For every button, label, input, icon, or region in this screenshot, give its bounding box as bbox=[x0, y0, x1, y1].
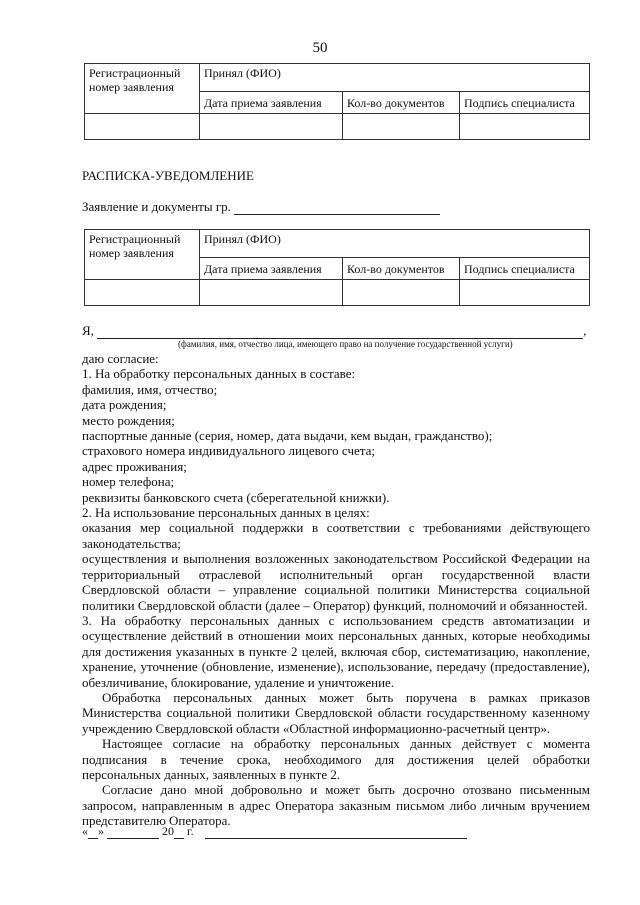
registration-table-bottom bbox=[84, 229, 590, 306]
day-field[interactable] bbox=[88, 826, 98, 839]
consent-line: даю согласие: bbox=[82, 351, 159, 366]
applicant-caption: (фамилия, имя, отчество лица, имеющего право на получение государственной услуги) bbox=[178, 339, 513, 349]
purpose-paragraph-2: осуществления и выполнения возложенных законодательством Российской Федерации на территориальный отраслевой исполнительный орган государственной власти Свердловской области – управление социальной политики Министерства социальной политики Свердловской области (далее – Оператор) функций, полномочий и обязанностей. bbox=[82, 551, 590, 613]
receipt-heading: РАСПИСКА-УВЕДОМЛЕНИЕ bbox=[82, 168, 254, 183]
applicant-name-field[interactable] bbox=[234, 201, 440, 215]
month-field[interactable] bbox=[107, 826, 159, 839]
received-by-header: Принял (ФИО) bbox=[200, 230, 590, 258]
page-number: 50 bbox=[312, 40, 328, 56]
application-line bbox=[82, 199, 440, 215]
reg-number-cell[interactable] bbox=[85, 114, 200, 140]
processing-paragraph: Обработка персональных данных может быть поручена в рамках приказов Министерства социальной политики Свердловской области государственному казенному учреждению Свердловской области «Областной информационно-расчетный центр». bbox=[82, 689, 590, 736]
year-prefix: 20 bbox=[162, 824, 174, 838]
validity-paragraph: Настоящее согласие на обработку персональных данных действует с момента подписания в течение срока, необходимого для достижения целей обработки персональных данных, заявленных в пункте 2. bbox=[82, 736, 590, 782]
consent-line: 2. На использование персональных данных в целях: bbox=[82, 505, 370, 521]
doc-count-cell[interactable] bbox=[343, 114, 460, 140]
item-3-paragraph: 3. На обработку персональных данных с использованием средств автоматизации и осуществление действий в отношении моих персональных данных, которые необходимы для достижения указанных в пункте 2 целей, включая сбор, систематизацию, накопление, хранение, уточнение (обновление, изменение), использование, передачу (предоставление), обезличивание, блокирование, удаление и уничтожение. bbox=[82, 612, 590, 690]
i-label: Я, bbox=[82, 323, 94, 338]
signature-date-line bbox=[82, 824, 467, 839]
date-header: Дата приема заявления bbox=[200, 258, 343, 280]
applicant-fullname-field[interactable] bbox=[97, 325, 583, 339]
close-quote: » bbox=[98, 824, 104, 838]
signature-cell[interactable] bbox=[460, 280, 590, 306]
date-cell[interactable] bbox=[200, 114, 343, 140]
voluntary-paragraph: Согласие дано мной добровольно и может быть досрочно отозвано письменным запросом, направленным в адрес Оператора заказным письмом либо личным вручением представителю Оператора. bbox=[82, 782, 590, 829]
consent-line: 1. На обработку персональных данных в составе: bbox=[82, 366, 356, 382]
year-suffix: г. bbox=[187, 824, 194, 838]
consent-line: номер телефона; bbox=[82, 474, 175, 490]
reg-number-cell[interactable] bbox=[85, 280, 200, 306]
date-cell[interactable] bbox=[200, 280, 343, 306]
applicant-line: Я, , bbox=[82, 323, 587, 338]
signature-header: Подпись специалиста bbox=[460, 92, 590, 114]
signature-field[interactable] bbox=[205, 826, 467, 839]
consent-line: адрес проживания; bbox=[82, 458, 187, 474]
doc-count-cell[interactable] bbox=[343, 280, 460, 306]
received-by-header: Принял (ФИО) bbox=[200, 64, 590, 92]
doc-count-header: Кол-во документов bbox=[343, 258, 460, 280]
application-label: Заявление и документы гр. bbox=[82, 199, 231, 214]
reg-number-header: Регистрационный номер заявления bbox=[85, 64, 200, 114]
consent-line: место рождения; bbox=[82, 412, 175, 428]
purpose-paragraph-1: оказания мер социальной поддержки в соответствии с требованиями действующего законодательства; bbox=[82, 520, 590, 551]
consent-line: дата рождения; bbox=[82, 397, 167, 413]
year-field[interactable] bbox=[174, 826, 184, 839]
consent-line: реквизиты банковского счета (сберегательной книжки). bbox=[82, 489, 390, 505]
open-quote: « bbox=[82, 824, 88, 838]
signature-cell[interactable] bbox=[460, 114, 590, 140]
registration-table-top bbox=[84, 63, 590, 140]
doc-count-header: Кол-во документов bbox=[343, 92, 460, 114]
consent-body bbox=[82, 351, 590, 829]
reg-number-header: Регистрационный номер заявления bbox=[85, 230, 200, 280]
consent-line: фамилия, имя, отчество; bbox=[82, 381, 218, 397]
consent-line: страхового номера индивидуального лицевого счета; bbox=[82, 443, 375, 459]
consent-line: паспортные данные (серия, номер, дата выдачи, кем выдан, гражданство); bbox=[82, 428, 493, 444]
date-header: Дата приема заявления bbox=[200, 92, 343, 114]
signature-header: Подпись специалиста bbox=[460, 258, 590, 280]
